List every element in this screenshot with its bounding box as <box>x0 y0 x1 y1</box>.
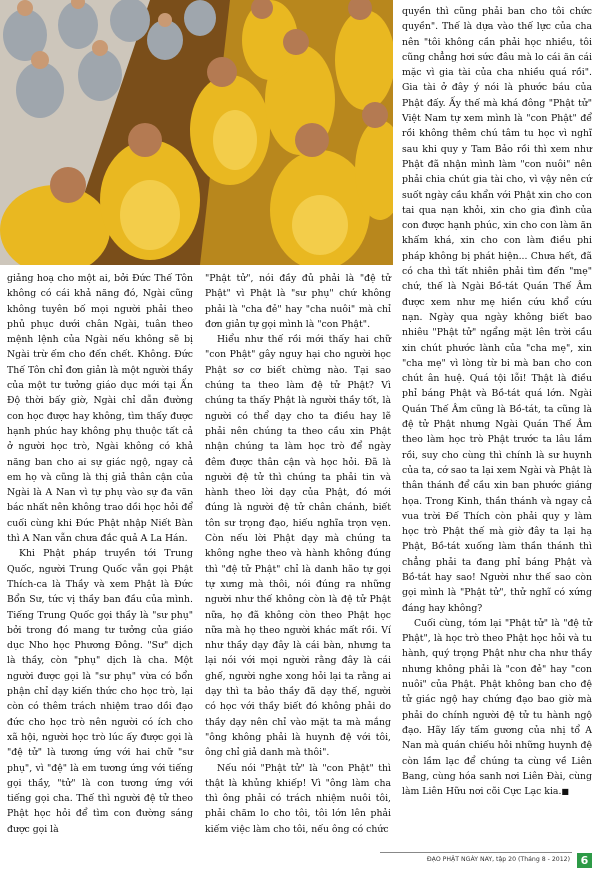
paragraph: quyền thì cũng phải ban cho tôi chức quyền". Thế là dựa vào thế lực của cha nên "tôi không cần phải học nhiều, tôi cũng chẳng hơi sức đâu mà lo cái ăn cái mặc vì gia tài của cha nhiều quá rồi". Gia tài ở đây ý nói là phước báu của Phật đấy. Ấy thế mà khá đông "Phật tử" Việt Nam tự xem mình là "con Phật" để rồi không thêm chú tâm tu học vì nghĩ sau khi quy y Tam Bảo rồi thì xem như Phật đã nhận mình làm "con nuôi" nên phải chia chút gia tài cho, vì vậy nên cứ suốt ngày cầu khẩn với Phật xin cho con tai qua nạn khỏi, xin cho gia đình của con được hạnh phúc, xin cho con làm ăn khấm khá, xin cho con làm điều phi pháp không bị phát hiện... Chưa hết, đã có cha thì tất nhiên phải tìm đến "mẹ" chứ, thế là Ngài Bồ-tát Quán Thế Âm được xem như mẹ hiền cứu khổ cứu nạn. Ngày qua ngày không biết bao nhiêu "Phật tử" ngẩng mặt lên trời cầu xin chút phước lành của "cha mẹ", xin "cha mẹ" vì lòng từ bi mà ban cho con chút ân huệ. Quá tội lỗi! Thật là điều phỉ báng Phật và Bồ-tát quá lớn. Ngài Quán Thế Âm cũng là Bồ-tát, ta cũng là đệ tử Phật nhưng Ngài Quán Thế Âm theo làm học trò Phật trước ta lâu lắm rồi, suy cho cùng thì chính là sư huynh của ta, cớ sao ta lại xem Ngài và Phật là thân thánh để cầu xin ban phước giáng họa. Trong Kinh, thần thánh và ngay cả vua trời Đế Thích còn phải quy y làm học trò Phật thế mà giờ đây ta lại hạ Phật, Bồ-tát xuống làm thần thánh thì chẳng phải ta đang phỉ báng Phật và Bồ-tát hay sao! Người như thế sao còn gọi mình là "Phật tử", thử nghĩ có xứng đáng hay không? <box>402 6 592 614</box>
text-column-2 <box>205 271 391 837</box>
paragraph: Hiểu như thế rồi mới thấy hai chữ "con Phật" gây nguy hại cho người học Phật sơ cơ biết chừng nào. Tại sao chúng ta theo làm đệ tử Phật? Vì chúng ta thấy Phật là người thầy tốt, là người có thể dạy cho ta điều hay lẽ phải nên chúng ta theo cầu xin Phật nhận chúng ta làm học trò để ngày đêm được thân cận và học hỏi. Đã là người đệ tử thì chúng ta phải tin và hành theo lời dạy của Phật, đó mới đúng là người đệ tử chân chánh, biết tôn sư trọng đạo, hiếu nghĩa trọn vẹn. Còn nếu lời Phật dạy mà chúng ta không nghe theo và hành không đúng thì "đệ tử Phật" chỉ là danh hão tự gọi tự xưng mà thôi, nói đúng ra những người như thế không còn là đệ tử Phật nữa, họ đã không còn theo Phật học nữa mà họ theo người khác mất rồi. Ví như thầy dạy đây là cái bàn, nhưng ta lại nói với mọi người rằng đây là cái ghế, người nghe xong hỏi lại ta rằng ai dạy thì ta bảo thầy đã dạy thế, người có học với thầy biết đó không phải do thầy dạy nên chỉ vào mặt ta mà mắng "ông không phải là huynh đệ với tôi, ông chỉ giả danh mà thôi". <box>205 334 391 759</box>
paragraph: "Phật tử", nói đầy đủ phải là "đệ tử Phật" vì Phật là "sư phụ" chứ không phải là "cha đẻ" hay "cha nuôi" mà chỉ đơn giản tự gọi mình là "con Phật". <box>205 273 391 330</box>
text-column-1 <box>7 271 193 837</box>
publication-info: ĐẠO PHẬT NGÀY NAY, tập 20 (Tháng 8 - 2012) <box>426 856 570 863</box>
paragraph <box>402 616 592 800</box>
paragraph: Nếu nói "Phật tử" là "con Phật" thì thật là khủng khiếp! Vì "ông làm cha thì ông phải có trách nhiệm nuôi tôi, phải chăm lo cho tôi, tôi lớn lên phải kiếm việc làm cho tôi, nếu ông có chức <box>205 762 391 835</box>
paragraph-text: Cuối cùng, tóm lại "Phật tử" là "đệ tử Phật", là học trò theo Phật học hỏi và tu hành, quý trọng Phật như cha như thầy nhưng không phải là "con đẻ" hay "con nuôi" của Phật. Phật không ban cho đệ tử giác ngộ hay chứng đạo bao giờ mà phải do chính người đệ tử tu hành ngộ đạo. Hãy lấy tấm gương của nhị tổ A Nan mà quán chiếu hỏi những huynh đệ còn lầm lạc để chúng ta cùng về Liên Bang, cùng hóa sanh nơi Liên Đài, cùng làm Liên Hữu nơi cõi Cực Lạc kia. <box>402 617 592 798</box>
paragraph: giảng hoạ cho một ai, bởi Đức Thế Tôn không có cái khả năng đó, Ngài cũng không tuyên bố mọi người phải theo phủ phục dưới chân Ngài, tuân theo mệnh lệnh của Ngài nếu không sẽ bị Ngài trừ ếm cho đến chết. Không. Đức Thế Tôn chỉ đơn giản là một người thầy của một tư tưởng giáo dục mới tại Ấn Độ thời bấy giờ, Ngài chỉ dẫn đường con học được hay không, tìm thấy được hạnh phúc hay không phụ thuộc tất cả ở người học trò, Ngài không có khả năng ban cho ai sự giác ngộ, ngay cả em họ và cũng là thị giả thân cận của Ngài là A Nan vì tự phụ vào sự đa văn bác nhất nên không trao dồi học hỏi để cuối cùng khi Đức Phật nhập Niết Bàn thì A Nan vẫn chưa đắc quả A La Hán. <box>7 273 193 545</box>
monks-meditation-photo <box>0 0 393 265</box>
photo-illustration <box>0 0 393 265</box>
paragraph: Khi Phật pháp truyền tới Trung Quốc, người Trung Quốc vẫn gọi Phật Thích-ca là Thầy và xem Phật là Đức Bổn Sư, tức vị thầy ban đầu của mình. Tiếng Trung Quốc gọi thầy là "sư phụ" bởi trong đó mang tư tưởng của giáo dục Nho học Phương Đông. "Sư" dịch là thầy, còn "phụ" dịch là cha. Một người được gọi là "sư phụ" vừa có bổn phận chỉ dạy kiến thức cho học trò, lại còn có thêm trách nhiệm trao dồi đạo đức cho học trò nên người có ích cho xã hội, người học trò lúc ấy được gọi là "đệ tử" là tương ứng với hai chữ "sư phụ", vì "đệ" là em tương ứng với tiếng gọi thầy, "tử" là con tương ứng với tiếng gọi cha. Thế thì người đệ tử theo Phật học hỏi để tìm con đường sáng được gọi là <box>7 548 193 835</box>
page-footer <box>380 852 592 868</box>
end-mark: ■ <box>561 787 569 797</box>
page-number: 6 <box>577 853 592 868</box>
text-column-3 <box>402 4 592 799</box>
